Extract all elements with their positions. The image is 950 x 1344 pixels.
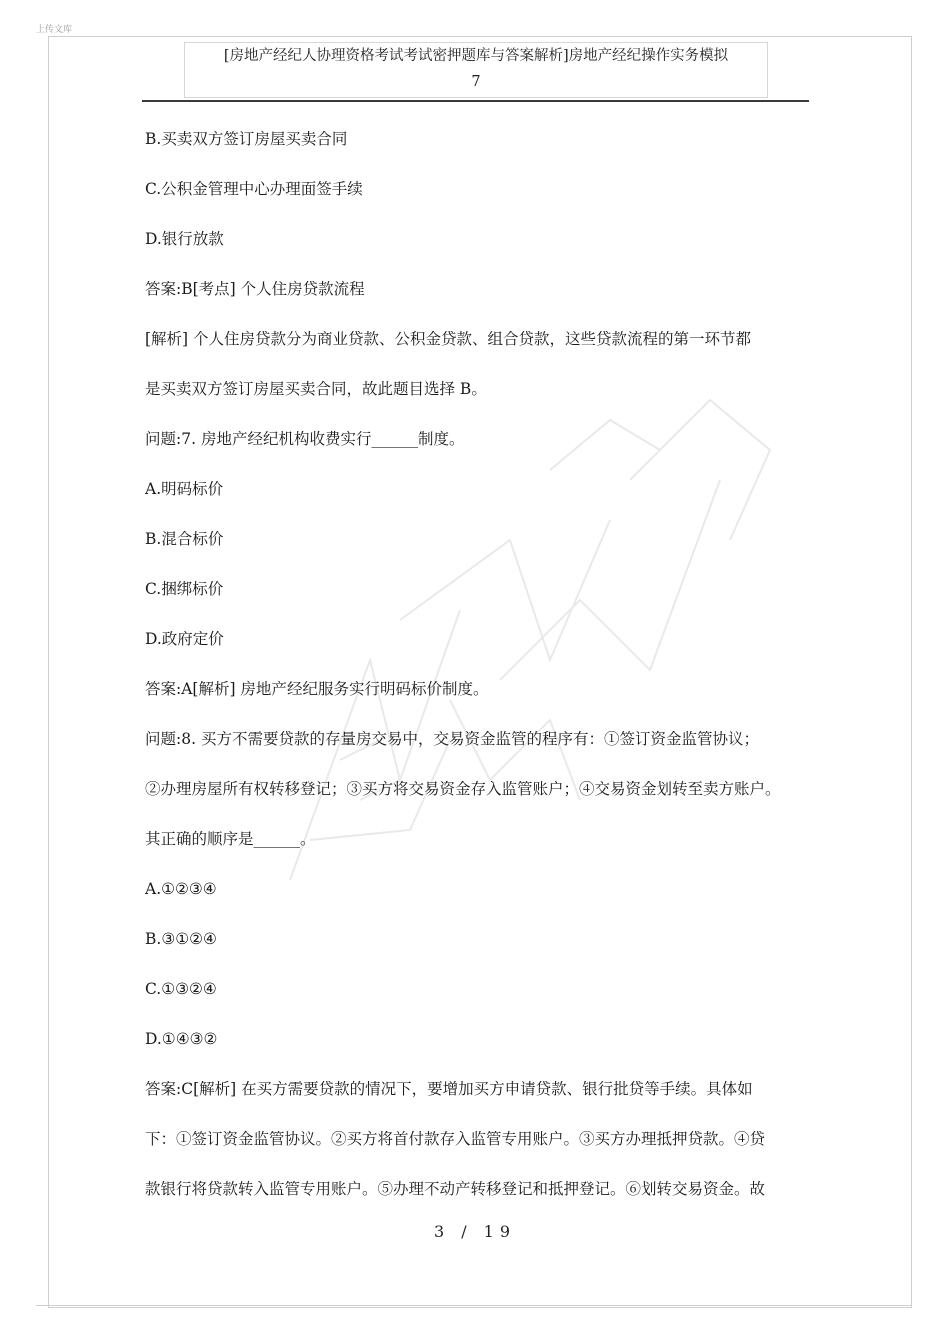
text-line: C.公积金管理中心办理面签手续	[145, 180, 363, 198]
text-line: A.明码标价	[145, 480, 224, 498]
text-line: B.买卖双方签订房屋买卖合同	[145, 130, 348, 148]
text-line: 款银行将贷款转入监管专用账户。⑤办理不动产转移登记和抵押登记。⑥划转交易资金。故	[145, 1180, 766, 1198]
text-line: 问题:8. 买方不需要贷款的存量房交易中，交易资金监管的程序有：①签订资金监管协议；	[145, 730, 759, 748]
text-line: D.①④③②	[145, 1030, 218, 1048]
text-line: 是买卖双方签订房屋买卖合同，故此题目选择 B。	[145, 380, 487, 398]
text-line: 下：①签订资金监管协议。②买方将首付款存入监管专用账户。③买方办理抵押贷款。④贷	[145, 1130, 766, 1148]
text-line: 问题:7. 房地产经纪机构收费实行______制度。	[145, 430, 465, 448]
page-frame-bottom-rule	[36, 1305, 912, 1306]
text-line: A.①②③④	[145, 880, 217, 898]
header-title-line-1: [房地产经纪人协理资格考试考试密押题库与答案解析]房地产经纪操作实务模拟	[223, 48, 729, 64]
text-line: D.银行放款	[145, 230, 224, 248]
page-number: 3 / 19	[433, 1222, 517, 1241]
header-rule	[142, 100, 809, 102]
text-line: B.混合标价	[145, 530, 224, 548]
text-line: 答案:C[解析] 在买方需要贷款的情况下，要增加买方申请贷款、银行批贷等手续。具体如	[145, 1080, 753, 1098]
text-line: 答案:A[解析] 房地产经纪服务实行明码标价制度。	[145, 680, 489, 698]
text-line: 其正确的顺序是______。	[145, 830, 316, 848]
text-line: 答案:B[考点] 个人住房贷款流程	[145, 280, 365, 298]
text-line: [解析] 个人住房贷款分为商业贷款、公积金贷款、组合贷款，这些贷款流程的第一环节都	[145, 330, 752, 348]
text-line: C.捆绑标价	[145, 580, 224, 598]
text-line: C.①③②④	[145, 980, 217, 998]
text-line: B.③①②④	[145, 930, 217, 948]
text-line: D.政府定价	[145, 630, 224, 648]
document-header	[184, 42, 768, 98]
corner-watermark-text: 上传文库	[36, 25, 73, 35]
header-title-line-2: 7	[471, 74, 481, 90]
document-body	[145, 114, 813, 1214]
text-line: ②办理房屋所有权转移登记；③买方将交易资金存入监管账户；④交易资金划转至卖方账户。	[145, 780, 781, 798]
